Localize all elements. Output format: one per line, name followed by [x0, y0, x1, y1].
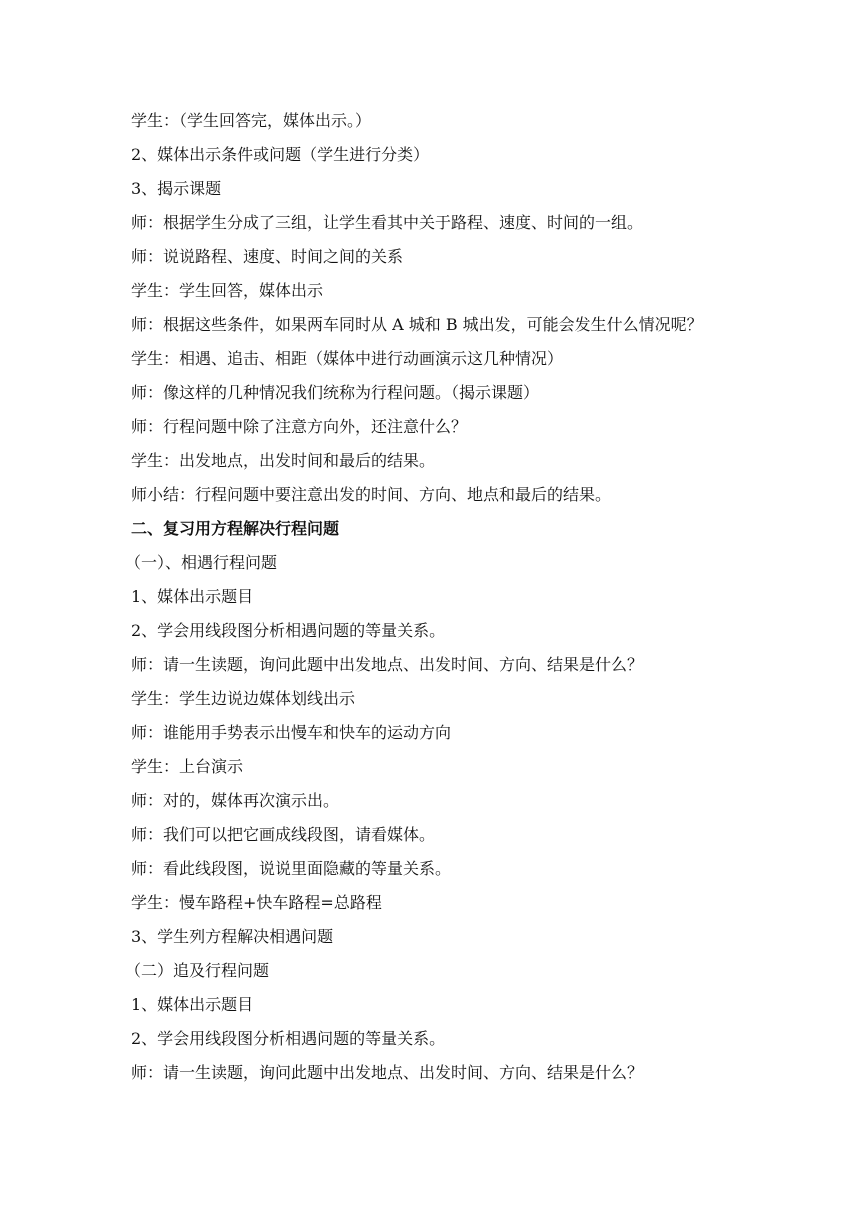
text-line: 师：请一生读题，询问此题中出发地点、出发时间、方向、结果是什么？: [131, 1063, 644, 1082]
text-line: 学生：学生回答，媒体出示: [131, 281, 324, 300]
text-line: 师：我们可以把它画成线段图，请看媒体。: [131, 825, 436, 844]
text-line: 3、揭示课题: [131, 179, 222, 198]
text-line: 学生：（学生回答完，媒体出示。）: [131, 111, 372, 130]
text-line: 1、媒体出示题目: [131, 587, 254, 606]
text-line: 2、媒体出示条件或问题（学生进行分类）: [131, 145, 430, 164]
section-heading: 二、复习用方程解决行程问题: [131, 519, 340, 538]
text-line: 师：请一生读题，询问此题中出发地点、出发时间、方向、结果是什么？: [131, 655, 644, 674]
text-line: 3、学生列方程解决相遇问题: [131, 927, 334, 946]
text-line: 2、学会用线段图分析相遇问题的等量关系。: [131, 1029, 446, 1048]
text-line: 师：谁能用手势表示出慢车和快车的运动方向: [131, 723, 452, 742]
subsection-heading: （二）追及行程问题: [125, 961, 270, 980]
text-line: 师：像这样的几种情况我们统称为行程问题。（揭示课题）: [131, 383, 540, 402]
text-line: 学生：出发地点，出发时间和最后的结果。: [131, 451, 436, 470]
text-line: 学生：学生边说边媒体划线出示: [131, 689, 356, 708]
subsection-heading: （一）、相遇行程问题: [125, 553, 278, 572]
text-line: 学生：上台演示: [131, 757, 244, 776]
text-line: 师：看此线段图，说说里面隐藏的等量关系。: [131, 859, 452, 878]
text-line: 师：根据这些条件，如果两车同时从 A 城和 B 城出发，可能会发生什么情况呢？: [131, 315, 703, 334]
text-line: 学生：相遇、追击、相距（媒体中进行动画演示这几种情况）: [131, 349, 564, 368]
document-body: [125, 104, 731, 1090]
text-line: 学生：慢车路程+快车路程=总路程: [131, 893, 382, 912]
text-line: 2、学会用线段图分析相遇问题的等量关系。: [131, 621, 446, 640]
text-line: 师：行程问题中除了注意方向外，还注意什么？: [131, 417, 468, 436]
text-line: 师：说说路程、速度、时间之间的关系: [131, 247, 404, 266]
text-line: 师：对的，媒体再次演示出。: [131, 791, 340, 810]
text-line: 师：根据学生分成了三组，让学生看其中关于路程、速度、时间的一组。: [131, 213, 644, 232]
text-line: 1、媒体出示题目: [131, 995, 254, 1014]
text-line: 师小结：行程问题中要注意出发的时间、方向、地点和最后的结果。: [131, 485, 612, 504]
